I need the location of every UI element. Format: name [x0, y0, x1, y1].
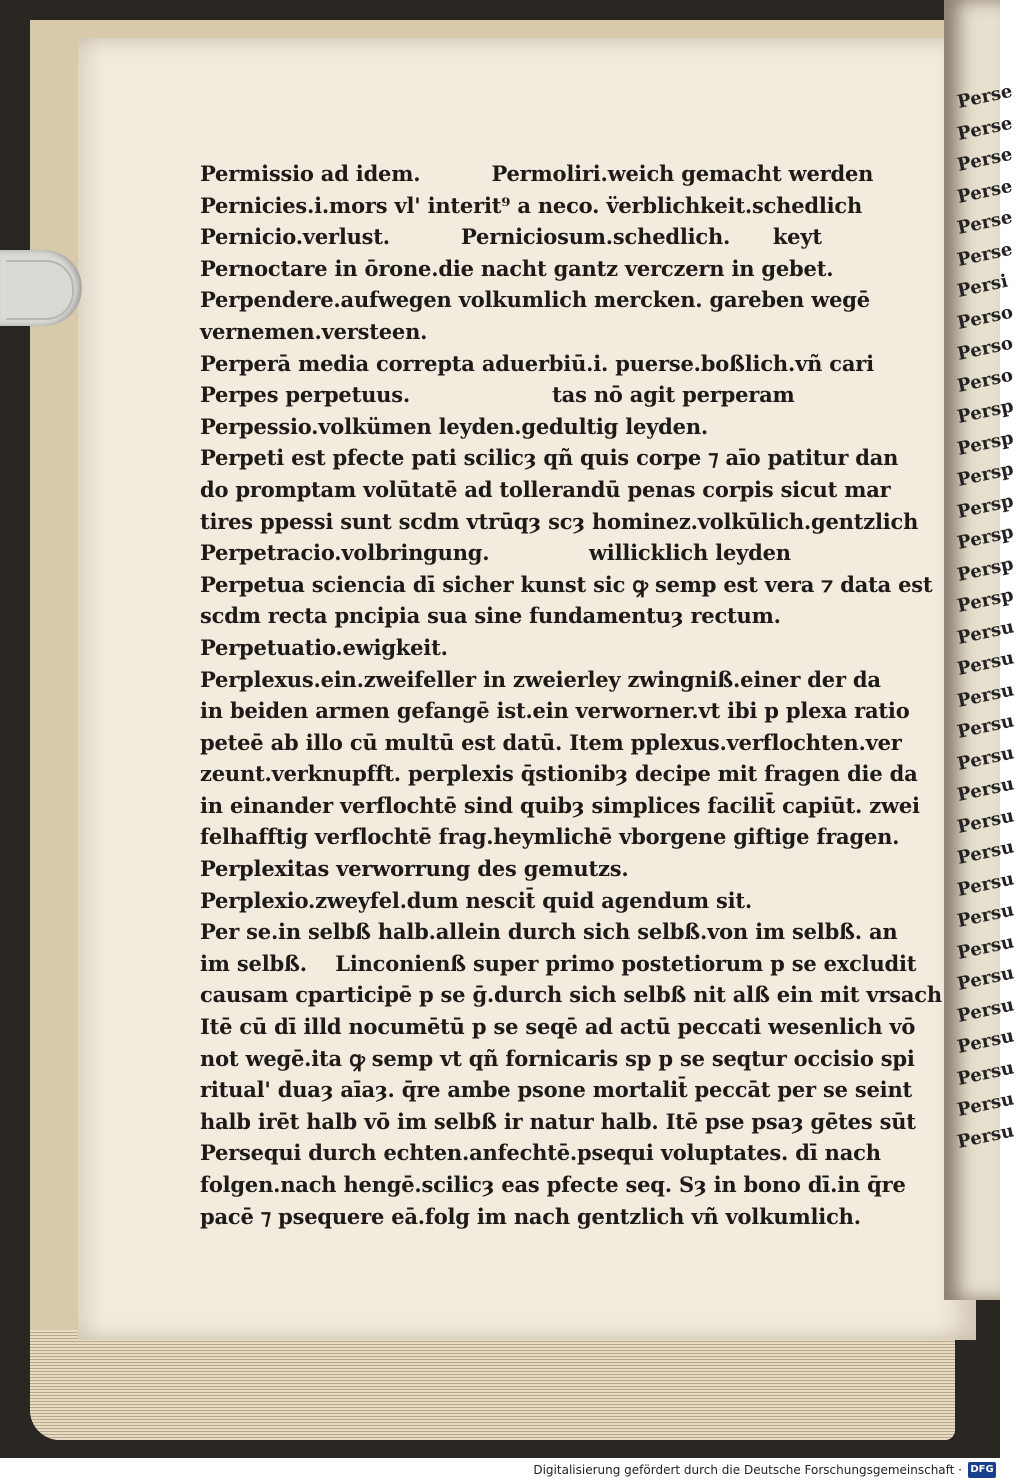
text-line: do promptam volūtatē ad tollerandū penas corpis sicut mar	[200, 476, 891, 502]
text-line: Pernicio.verlust. Perniciosum.schedlich. keyt	[200, 224, 822, 250]
text-line: Permissio ad idem. Permoliri.weich gemacht werden	[200, 161, 874, 186]
facing-page-line: Perso	[955, 332, 1015, 365]
facing-page-line: Persi	[955, 270, 1010, 302]
funding-caption: Digitalisierung gefördert durch die Deutsche Forschungsgemeinschaft ·	[533, 1463, 962, 1477]
text-line: Itē cū dī illd nocumētū p se seqē ad actū peccati wesenlich vō	[200, 1014, 916, 1040]
text-line: Pernoctare in ōrone.die nacht gantz verczern in gebet.	[200, 255, 834, 281]
facing-page-line: Persu	[955, 836, 1016, 869]
text-line: peteē ab illo cū multū est datū. Item pplexus.verflochten.ver	[200, 729, 902, 755]
text-line: pacē ⁊ psequere eā.folg im nach gentzlich vñ volkumlich.	[200, 1203, 861, 1229]
text-line: scdm recta pncipia sua sine fundamentuȝ rectum.	[200, 603, 781, 629]
text-line: Perplexus.ein.zweifeller in zweierley zwingniß.einer der da	[200, 666, 881, 692]
footer-caption-bar	[0, 1458, 1000, 1484]
text-line: vernemen.versteen.	[200, 318, 428, 344]
facing-page-line: Perse	[955, 175, 1015, 208]
text-line: felhafftig verflochtē frag.heymlichē vborgene giftige fragen.	[200, 824, 900, 850]
text-line: Perpetracio.volbringung. willicklich leyden	[200, 540, 791, 566]
facing-page-line: Persu	[955, 615, 1016, 649]
text-line: Perpetua sciencia dī sicher kunst sic ꝙ semp est vera ⁊ data est	[200, 571, 933, 597]
text-line: Perpendere.aufwegen volkumlich mercken. gareben wegē	[200, 287, 870, 313]
facing-page-line: Perse	[955, 238, 1015, 271]
dfg-logo: DFG	[968, 1462, 996, 1478]
page-text	[200, 158, 942, 1232]
text-line: in beiden armen gefangē ist.ein verworner.vt ibi p plexa ratio	[200, 698, 910, 724]
left-page	[78, 38, 976, 1340]
text-line: Perpeti est pfecte pati scilicȝ qñ quis corpe ⁊ aīo patitur dan	[200, 445, 899, 471]
facing-page-line: Persu	[955, 710, 1016, 743]
facing-page-line: Persu	[955, 867, 1016, 901]
facing-page-line: Persu	[955, 804, 1016, 838]
facing-page-line: Perse	[955, 206, 1015, 239]
text-line: in einander verflochtē sind quibȝ simplices facilit̄ capiūt. zwei	[200, 792, 920, 818]
text-line: Per se.in selbß halb.allein durch sich selbß.von im selbß. an	[200, 919, 898, 945]
book-block	[30, 20, 955, 1440]
facing-page-line: Persu	[955, 1088, 1016, 1121]
facing-page-line: Persp	[955, 458, 1016, 491]
facing-page-line: Persp	[955, 584, 1016, 617]
book-clamp	[0, 250, 82, 326]
facing-page-line: Perso	[955, 301, 1015, 334]
text-line: Perpes perpetuus. tas nō agit perperam	[200, 382, 795, 408]
facing-page-line: Perse	[955, 112, 1015, 145]
facing-page-line: Persu	[955, 773, 1016, 806]
facing-page-line: Persu	[955, 678, 1016, 712]
text-line: Pernicies.i.mors vl' interit⁹ a neco. v̈erblichkeit.schedlich	[200, 192, 863, 218]
text-line: zeunt.verknupfft. perplexis q̄stionibȝ decipe mit fragen die da	[200, 761, 918, 787]
facing-page-line: Perso	[955, 364, 1015, 397]
facing-page-line: Persu	[955, 993, 1016, 1027]
text-line: ritual' duaȝ aīaȝ. q̄re ambe psone mortalit̄ peccāt per se seint	[200, 1077, 913, 1103]
facing-page-line: Persu	[955, 1025, 1016, 1058]
text-line: Persequi durch echten.anfechtē.psequi voluptates. dī nach	[200, 1140, 881, 1166]
facing-page-line: Persp	[955, 490, 1016, 523]
text-line: folgen.nach hengē.scilicȝ eas pfecte seq. Sȝ in bono dī.in q̄re	[200, 1172, 906, 1197]
facing-page-line: Persu	[955, 647, 1016, 680]
text-line: Perplexio.zweyfel.dum nescit̄ quid agendum sit.	[200, 887, 753, 913]
text-line: causam cparticipē p se ḡ.durch sich selbß nit alß ein mit vrsach	[200, 982, 942, 1008]
text-line: not wegē.ita ꝙ semp vt qñ fornicaris sp p se seqtur occisio spi	[200, 1045, 915, 1071]
text-line: Perpetuatio.ewigkeit.	[200, 634, 448, 660]
facing-page-line: Persp	[955, 395, 1016, 428]
facing-page-line: Persp	[955, 427, 1016, 460]
facing-page-line: Persu	[955, 1056, 1016, 1090]
facing-page-line: Persu	[955, 962, 1016, 995]
facing-page-line: Perse	[955, 80, 1015, 113]
text-line: Perperā media correpta aduerbiū.i. puerse.boßlich.vñ cari	[200, 350, 874, 376]
facing-page-line: Persu	[955, 899, 1016, 932]
facing-page-line: Persu	[955, 930, 1016, 964]
facing-page-line: Persp	[955, 553, 1016, 586]
facing-page-line: Persp	[955, 521, 1016, 554]
facing-page-line: Persu	[955, 741, 1016, 775]
facing-page-line: Perse	[955, 143, 1015, 176]
text-line: tires ppessi sunt scdm vtrūqȝ scȝ hominez.volkūlich.gentzlich	[200, 508, 919, 534]
text-line: im selbß. Linconienß super primo postetiorum p se excludit	[200, 950, 917, 976]
facing-page-line: Persu	[955, 1119, 1016, 1153]
text-line: Perpessio.volkümen leyden.gedultig leyden.	[200, 413, 709, 439]
text-line: halb irēt halb vō im selbß ir natur halb. Itē pse psaȝ gētes sūt	[200, 1108, 916, 1134]
facing-page-edge	[944, 0, 1016, 1300]
text-line: Perplexitas verworrung des gemutzs.	[200, 856, 629, 882]
